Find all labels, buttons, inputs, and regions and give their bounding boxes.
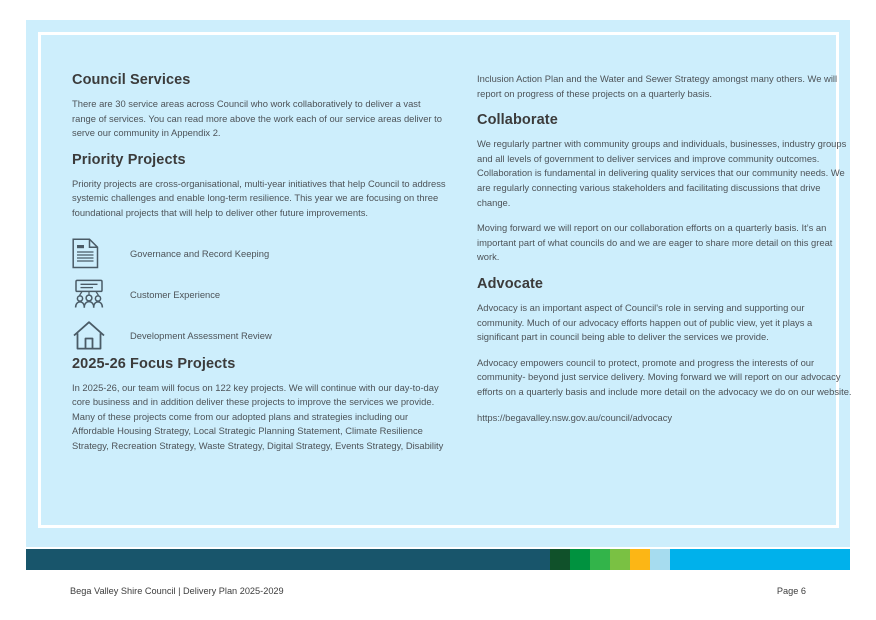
list-item (72, 274, 447, 315)
heading-priority-projects: Priority Projects (72, 151, 186, 168)
bar-segment-medium-green (590, 549, 610, 570)
presentation-people-icon (72, 279, 116, 310)
bar-segment-orange (630, 549, 650, 570)
bar-segment-light-green (610, 549, 630, 570)
document-icon (72, 238, 116, 269)
paragraph-advocate-2: Advocacy empowers council to protect, promote and progress the interests of our community- beyond just service delivery. Moving forward we will report on our advocacy efforts on a quarterly basis and include more detail on the advocacy we do on our website. (477, 356, 852, 397)
paragraph-focus-projects: In 2025-26, our team will focus on 122 key projects. We will continue with our day-to-day core business and in addition deliver these projects to improve the services we provide. Many of these projects come from our adopted plans and strategies including our Affordable Housing Strategy, Local Strategic Planning Statement, Climate Resilience Strategy, Recreation Strategy, Waste Strategy, Digital Strategy, Events Strategy, Disability (72, 381, 444, 451)
advocacy-website-url: https://begavalley.nsw.gov.au/council/advocacy (477, 411, 673, 423)
list-item-label: Development Assessment Review (130, 329, 272, 341)
bar-segment-dark-green (550, 549, 570, 570)
list-item-label: Governance and Record Keeping (130, 247, 270, 259)
left-column (72, 72, 447, 542)
paragraph-collaborate-2: Moving forward we will report on our collaboration efforts on a quarterly basis. It’s an important part of what councils do and we are eager to share more detail on this great work. (477, 222, 833, 263)
list-item (72, 233, 447, 274)
heading-advocate: Advocate (477, 275, 544, 292)
footer-color-bar (26, 549, 850, 570)
paragraph-continued: Inclusion Action Plan and the Water and Sewer Strategy amongst many others. We will report on progress of these projects on a quarterly basis. (477, 73, 838, 99)
footer-page-number: Page 6 (776, 586, 806, 596)
priority-projects-icon-list (72, 233, 447, 356)
heading-council-services: Council Services (72, 72, 191, 88)
paragraph-collaborate-1: We regularly partner with community groups and individuals, businesses, industry groups and all levels of government to deliver services and improve community outcomes. Collaboration is fundamental in delivering quality services that our community needs. We are regularly connecting various stakeholders and facilitating discussions that drive change. (477, 138, 847, 208)
two-column-layout (72, 72, 852, 542)
house-icon (72, 320, 116, 351)
right-column (477, 72, 852, 542)
bar-segment-pale-blue (650, 549, 670, 570)
list-item-label: Customer Experience (130, 288, 221, 300)
paragraph-priority-projects: Priority projects are cross-organisational, multi-year initiatives that help Council to address systemic challenges and enable long-term resilience. This year we are focusing on three foundational projects that will help to deliver other future improvements. (72, 177, 446, 218)
footer-document-title: Bega Valley Shire Council | Delivery Plan 2025-2029 (70, 586, 284, 596)
list-item (72, 315, 447, 356)
paragraph-advocate-1: Advocacy is an important aspect of Council's role in serving and supporting our community. Much of our advocacy efforts happen out of public view, yet it plays a significant part in council being able to deliver the services we provide. (477, 301, 813, 343)
paragraph-council-services: There are 30 service areas across Council who work collaboratively to deliver a vast range of services. You can read more above the work each of our service areas deliver to serve our community in Appendix 2. (72, 98, 442, 139)
bar-segment-green (570, 549, 590, 570)
heading-collaborate: Collaborate (477, 112, 558, 129)
bar-segment-dark-teal (26, 549, 550, 570)
heading-focus-projects: 2025-26 Focus Projects (72, 355, 236, 372)
content-panel (26, 20, 850, 547)
page-footer (70, 586, 806, 596)
bar-segment-cyan (670, 549, 850, 570)
